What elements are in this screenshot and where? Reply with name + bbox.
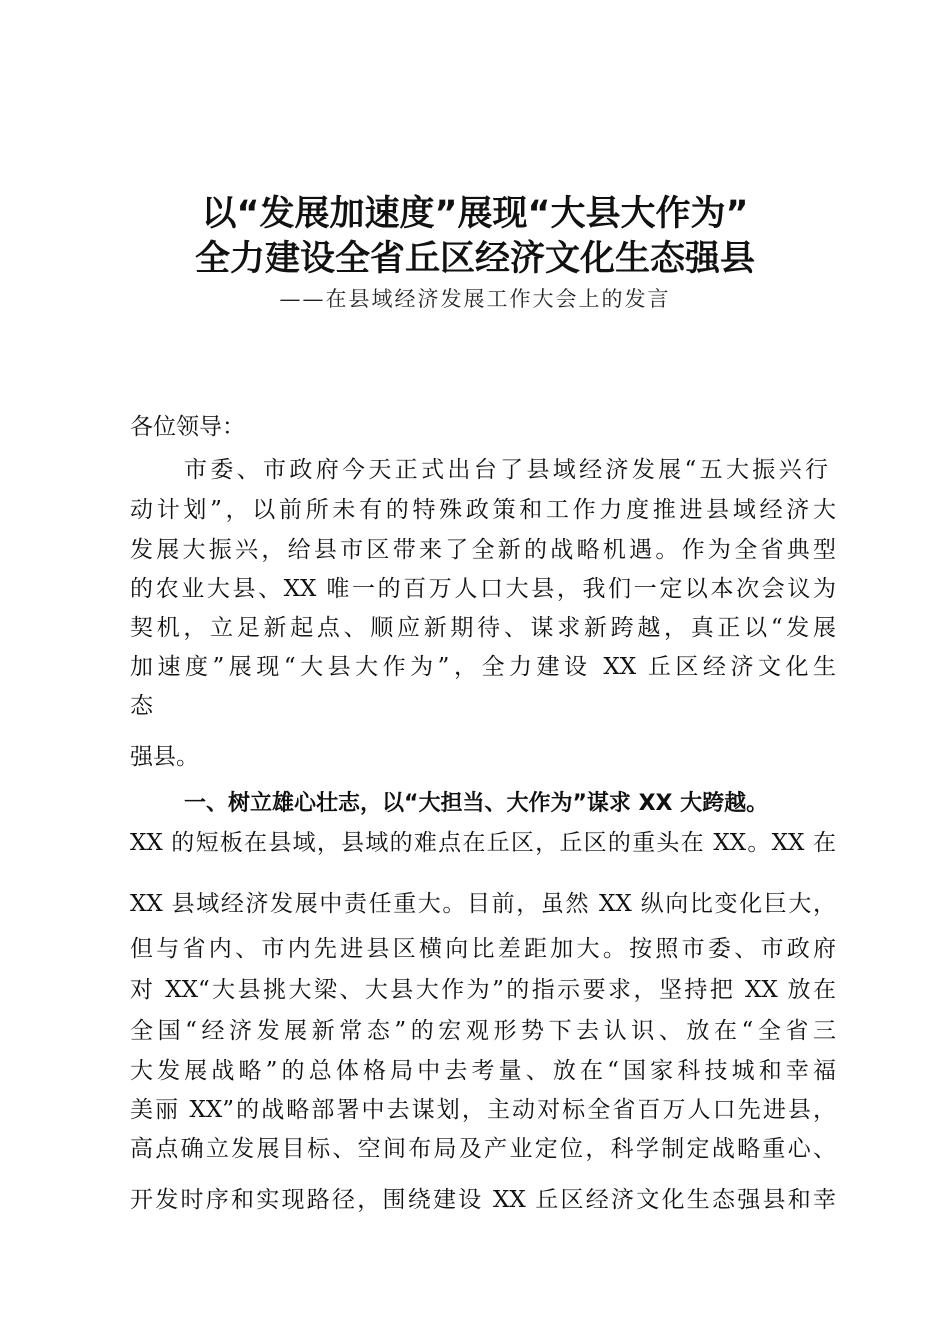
paragraph-line: 态 (130, 693, 153, 719)
paragraph-line: XX 县域经济发展中责任重大。目前，虽然 XX 纵向比变化巨大， (130, 891, 836, 917)
paragraph-line: 大发展战略”的总体格局中去考量、放在“国家科技城和幸福 (130, 1058, 836, 1084)
paragraph-line: 对 XX“大县挑大梁、大县大作为”的指示要求，坚持把 XX 放在 (130, 977, 836, 1003)
paragraph-line: 市委、市政府今天正式出台了县域经济发展“五大振兴行 (184, 457, 828, 483)
salutation: 各位领导： (130, 414, 245, 440)
paragraph-line: 强县。 (130, 744, 199, 770)
paragraph-line: 动计划”，以前所未有的特殊政策和工作力度推进县域经济大 (130, 497, 836, 523)
section-heading: 一、树立雄心壮志，以“大担当、大作为”谋求 XX 大跨越。 (184, 791, 769, 816)
paragraph-line: 美丽 XX”的战略部署中去谋划，主动对标全省百万人口先进县， (130, 1097, 836, 1123)
paragraph-line: 契机，立足新起点、顺应新期待、谋求新跨越，真正以“发展 (130, 615, 836, 641)
document-title-line-1: 以“发展加速度”展现“大县大作为” (201, 194, 749, 234)
paragraph-line: 开发时序和实现路径，围绕建设 XX 丘区经济文化生态强县和幸 (130, 1187, 836, 1213)
document-subtitle: ——在县域经济发展工作大会上的发言 (279, 287, 671, 311)
document-title-line-2: 全力建设全省丘区经济文化生态强县 (194, 239, 755, 279)
paragraph-line: 高点确立发展目标、空间布局及产业定位，科学制定战略重心、 (130, 1136, 836, 1162)
paragraph-line: XX 的短板在县域，县域的难点在丘区，丘区的重头在 XX。XX 在 (130, 830, 836, 856)
paragraph-line: 的农业大县、XX 唯一的百万人口大县，我们一定以本次会议为 (130, 576, 836, 602)
paragraph-line: 但与省内、市内先进县区横向比差距加大。按照市委、市政府 (130, 936, 836, 962)
paragraph-line: 全国“经济发展新常态”的宏观形势下去认识、放在“全省三 (130, 1018, 836, 1044)
paragraph-line: 加速度”展现“大县大作为”，全力建设 XX 丘区经济文化生 (130, 654, 836, 680)
paragraph-line: 发展大振兴，给县市区带来了全新的战略机遇。作为全省典型 (130, 537, 836, 563)
